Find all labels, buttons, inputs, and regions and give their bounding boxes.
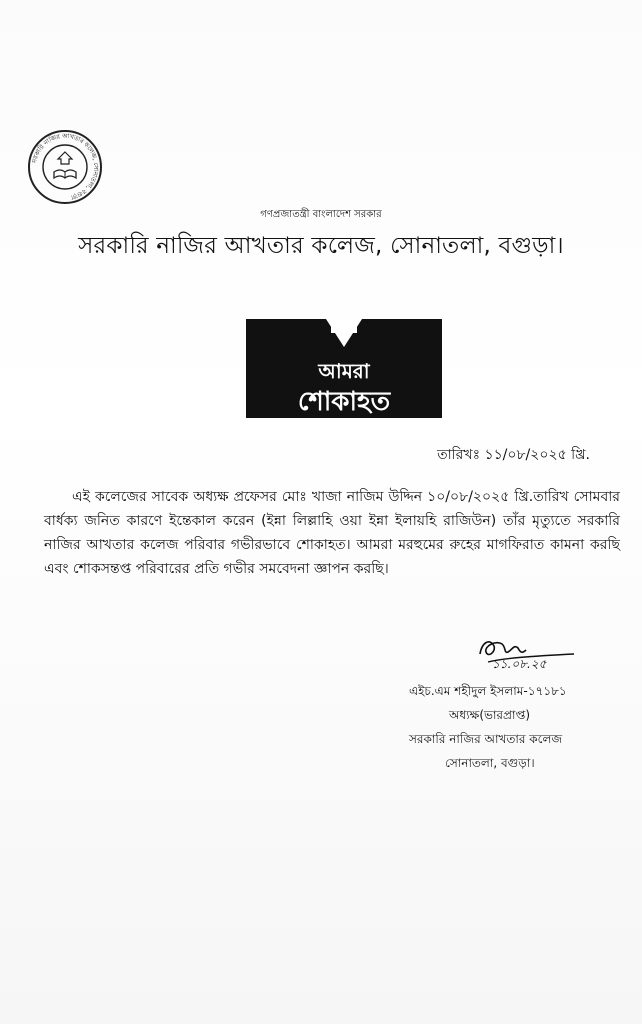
banner-line-1: আমরা [318, 359, 370, 383]
banner-notch-fill [331, 319, 357, 333]
college-seal [26, 128, 104, 206]
svg-text:১১.০৮.২৫: ১১.০৮.২৫ [492, 657, 547, 671]
svg-text:সরকারি নাজির আখতার কলেজ, সোনাত: সরকারি নাজির আখতার কলেজ, সোনাতলা, বগুড়া [31, 132, 100, 201]
college-name-heading: সরকারি নাজির আখতার কলেজ, সোনাতলা, বগুড়া। [78, 233, 564, 259]
handwritten-signature [474, 632, 584, 672]
document-date: তারিখঃ ১১/০৮/২০২৫ খ্রি. [437, 447, 590, 463]
signatory-title: অধ্যক্ষ(ভারপ্রাপ্ত) [449, 708, 531, 722]
condolence-text: এই কলেজের সাবেক অধ্যক্ষ প্রফেসর মোঃ খাজা নাজিম উদ্দিন ১০/০৮/২০২৫ খ্রি.তারিখ সোমবার বার্ধক্য জনিত কারণে ইন্তেকাল করেন (ইন্না লিল্লাহি ওয়া ইন্না ইলায়হি রাজিউন) তাঁর মৃত্যুতে সরকারি নাজির আখতার কলেজ পরিবার গভীরভাবে শোকাহত। আমরা মরহুমের রুহের মাগফিরাত কামনা করছি এবং শোকসন্তপ্ত পরিবারের প্রতি গভীর সমবেদনা জ্ঞাপন করছি। [44, 489, 620, 577]
banner-line-2: শোকাহত [297, 387, 391, 417]
condolence-paragraph [44, 485, 620, 581]
signatory-institution: সরকারি নাজির আখতার কলেজ [409, 732, 563, 746]
mourning-banner [246, 319, 442, 418]
signatory-name: এইচ.এম শহীদুল ইসলাম-১৭১৮১ [409, 684, 567, 698]
government-heading: গণপ্রজাতন্ত্রী বাংলাদেশ সরকার [260, 209, 382, 220]
signatory-location: সোনাতলা, বগুড়া। [445, 756, 535, 770]
